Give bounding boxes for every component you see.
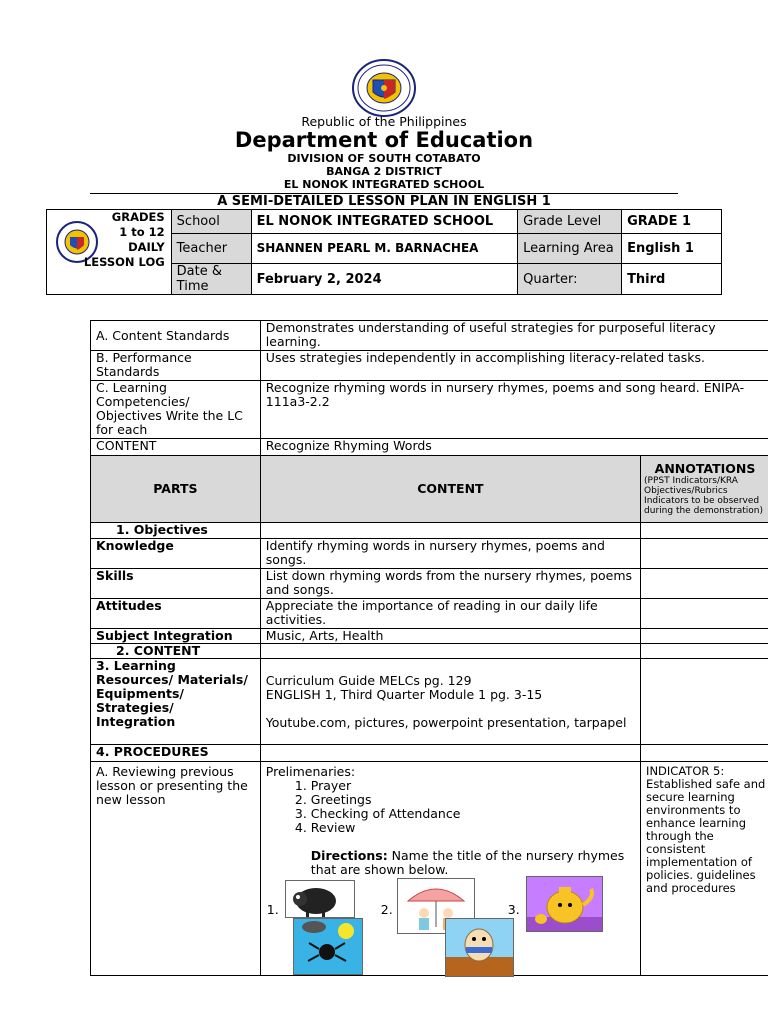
list-item: 1. Prayer — [311, 779, 635, 793]
grades-range-line: 1 to 12 — [119, 225, 165, 239]
lesson-info-table — [46, 209, 722, 295]
school-value: EL NONOK INTEGRATED SCHOOL — [251, 210, 518, 234]
resources-value — [260, 659, 640, 745]
attitudes-value: Appreciate the importance of reading in our daily life activities. — [260, 599, 640, 629]
preliminaries-list — [266, 779, 635, 835]
grade-level-value: GRADE 1 — [622, 210, 722, 234]
procedures-annotation — [641, 745, 768, 762]
objectives-label: 1. Objectives — [91, 523, 261, 539]
skills-label: Skills — [91, 569, 261, 599]
republic-line: Republic of the Philippines — [301, 114, 467, 129]
competencies-label: C. Learning Competencies/ Objectives Write the LC for each — [91, 381, 261, 439]
directions-text — [266, 849, 635, 877]
teacher-value: SHANNEN PEARL M. BARNACHEA — [251, 234, 518, 264]
skills-annotation — [641, 569, 768, 599]
list-item: 3. Checking of Attendance — [311, 807, 635, 821]
reviewing-content — [260, 762, 640, 976]
resources-line-3: Youtube.com, pictures, powerpoint presentation, tarpapel — [265, 714, 627, 730]
grades-label — [84, 210, 165, 270]
attitudes-annotation — [641, 599, 768, 629]
procedures-label: 4. PROCEDURES — [91, 745, 261, 762]
content-value: Recognize Rhyming Words — [260, 439, 768, 456]
resources-label: 3. Learning Resources/ Materials/ Equipments/ Strategies/ Integration — [91, 659, 261, 745]
black-sheep-picture — [285, 880, 355, 918]
indicator-annotation: INDICATOR 5: Established safe and secure learning environments to enhance learning through the consistent implementation of policies. guidelines and procedures — [641, 762, 768, 976]
picture-number-2: 2. — [380, 902, 393, 917]
content2-label: 2. CONTENT — [91, 644, 261, 659]
competencies-value: Recognize rhyming words in nursery rhymes, poems and song heard. ENIPA-111a3-2.2 — [260, 381, 768, 439]
quarter-value: Third — [622, 264, 722, 295]
list-item: 2. Greetings — [311, 793, 635, 807]
picture-number-3: 3. — [507, 902, 520, 917]
skills-value: List down rhyming words from the nursery rhymes, poems and songs. — [260, 569, 640, 599]
date-label: Date & Time — [171, 264, 251, 295]
performance-standards-label: B. Performance Standards — [91, 351, 261, 381]
objectives-annotation — [641, 523, 768, 539]
content-standards-label: A. Content Standards — [91, 321, 261, 351]
school-label: School — [171, 210, 251, 234]
directions-label: Directions: — [310, 848, 388, 863]
annotations-title: ANNOTATIONS — [654, 461, 756, 476]
annotations-subtitle: (PPST Indicators/KRA Objectives/Rubrics Indicators to be observed during the demonstration) — [644, 476, 763, 516]
parts-header: PARTS — [91, 456, 261, 523]
knowledge-value: Identify rhyming words in nursery rhymes, poems and songs. — [260, 539, 640, 569]
deped-seal-logo — [351, 58, 417, 118]
spider-waterspout-picture — [293, 918, 363, 975]
content-standards-value: Demonstrates understanding of useful strategies for purposeful literacy learning. — [260, 321, 768, 351]
content-header: CONTENT — [260, 456, 640, 523]
resources-line-2: ENGLISH 1, Third Quarter Module 1 pg. 3-15 — [265, 686, 543, 702]
learning-area-value: English 1 — [622, 234, 722, 264]
subject-integration-value: Music, Arts, Health — [260, 629, 640, 644]
quarter-label: Quarter: — [518, 264, 622, 295]
reviewing-label: A. Reviewing previous lesson or presenting the new lesson — [91, 762, 261, 976]
content2-value — [260, 644, 640, 659]
resources-line-1: Curriculum Guide MELCs pg. 129 — [265, 672, 472, 688]
subject-integration-label: Subject Integration — [91, 629, 261, 644]
lesson-plan-title: A SEMI-DETAILED LESSON PLAN IN ENGLISH 1 — [217, 194, 551, 209]
subject-integration-annotation — [641, 629, 768, 644]
district-line: BANGA 2 DISTRICT — [326, 165, 442, 178]
content2-annotation — [641, 644, 768, 659]
school-line: EL NONOK INTEGRATED SCHOOL — [283, 178, 485, 191]
knowledge-label: Knowledge — [91, 539, 261, 569]
picture-number-1: 1. — [266, 902, 279, 917]
annotations-header — [641, 456, 768, 523]
knowledge-annotation — [641, 539, 768, 569]
department-title: Department of Education — [234, 128, 534, 152]
resources-annotation — [641, 659, 768, 745]
objectives-content — [260, 523, 640, 539]
humpty-dumpty-picture — [445, 918, 514, 977]
grades-line: GRADES — [111, 210, 165, 224]
preliminaries-heading: Prelimenaries: — [265, 764, 356, 779]
attitudes-label: Attitudes — [91, 599, 261, 629]
grade-level-label: Grade Level — [518, 210, 622, 234]
date-value: February 2, 2024 — [251, 264, 518, 295]
lesson-plan-table — [90, 320, 768, 976]
performance-standards-value: Uses strategies independently in accomplishing literacy-related tasks. — [260, 351, 768, 381]
procedures-content — [260, 745, 640, 762]
lesson-log-line: LESSON LOG — [83, 255, 165, 269]
grades-lesson-log-cell — [47, 210, 172, 295]
daily-line: DAILY — [128, 240, 165, 254]
teapot-picture — [526, 876, 603, 932]
learning-area-label: Learning Area — [518, 234, 622, 264]
teacher-label: Teacher — [171, 234, 251, 264]
division-line: DIVISION OF SOUTH COTABATO — [287, 152, 481, 165]
content-label: CONTENT — [91, 439, 261, 456]
list-item: 4. Review — [311, 821, 635, 835]
directions-body: Name the title of the nursery rhymes that are shown below. — [310, 848, 625, 877]
